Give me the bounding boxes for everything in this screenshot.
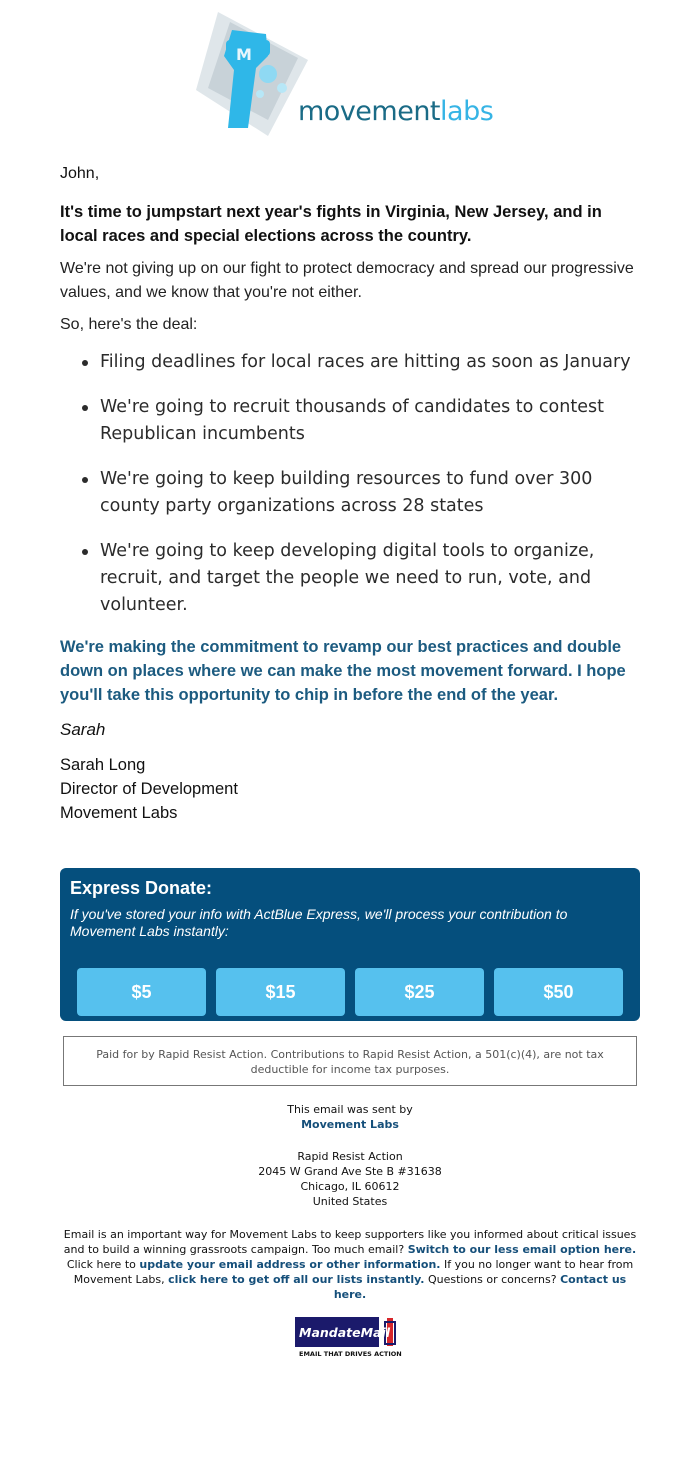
- express-donate-box: [60, 868, 640, 1021]
- list-item: We're going to keep building resources to fund over 300 county party organizations across 28 states: [80, 466, 642, 520]
- signer-name: Sarah Long: [60, 756, 146, 774]
- signature-block: [60, 753, 642, 825]
- paragraph: We're not giving up on our fight to protect democracy and spread our progressive values, and we know that you're not either.: [60, 260, 634, 301]
- svg-text:M: M: [236, 45, 252, 64]
- paragraph: So, here's the deal:: [60, 316, 198, 333]
- postal-address: [60, 1149, 640, 1209]
- bullet-list: [60, 349, 642, 619]
- list-item: We're going to keep developing digital tools to organize, recruit, and target the people we need to run, vote, and volunteer.: [80, 538, 642, 619]
- sent-by-block: [60, 1102, 640, 1132]
- address-line: 2045 W Grand Ave Ste B #31638: [258, 1165, 442, 1178]
- less-email-link[interactable]: Switch to our less email option here.: [407, 1243, 637, 1256]
- address-line: Rapid Resist Action: [297, 1150, 403, 1163]
- lead-paragraph: It's time to jumpstart next year's fights in Virginia, New Jersey, and in local races and special elections across the country.: [60, 203, 602, 245]
- paid-for-disclaimer: Paid for by Rapid Resist Action. Contributions to Rapid Resist Action, a 501(c)(4), are not tax deductible for income tax purposes.: [63, 1036, 637, 1086]
- address-line: United States: [312, 1195, 388, 1208]
- signer-title: Director of Development: [60, 780, 238, 798]
- donate-25-button[interactable]: $25: [355, 968, 484, 1016]
- callout-paragraph: We're making the commitment to revamp our best practices and double down on places where we can make the most movement forward. I hope you'll take this opportunity to chip in before the end of the year.: [60, 638, 626, 704]
- greeting: John,: [60, 165, 100, 182]
- donate-amounts: [77, 968, 623, 1016]
- logo-wordmark: movementlabs: [298, 96, 494, 127]
- unsubscribe-link[interactable]: click here to get off all our lists instantly.: [168, 1273, 425, 1286]
- signer-org: Movement Labs: [60, 804, 178, 822]
- donate-50-button[interactable]: $50: [494, 968, 623, 1016]
- address-line: Chicago, IL 60612: [300, 1180, 400, 1193]
- donate-15-button[interactable]: $15: [216, 968, 345, 1016]
- movement-labs-logo: [196, 12, 506, 138]
- donate-5-button[interactable]: $5: [77, 968, 206, 1016]
- mandatemail-tagline: EMAIL THAT DRIVES ACTION: [299, 1350, 402, 1358]
- list-item: Filing deadlines for local races are hitting as soon as January: [80, 349, 642, 376]
- list-item: We're going to recruit thousands of candidates to contest Republican incumbents: [80, 394, 642, 448]
- sender-link[interactable]: Movement Labs: [301, 1118, 399, 1131]
- email-preferences-text: Email is an important way for Movement Labs to keep supporters like you informed about critical issues and to build a winning grassroots campaign. Too much email? Switch to our less email option here. Click here to update your email address or other information. If you no longer want to hear from Movement Labs, click here to get off all our lists instantly. Questions or concerns? Contact us here.: [63, 1228, 637, 1301]
- donate-title: Express Donate:: [70, 878, 213, 898]
- sent-by-text: This email was sent by: [287, 1103, 413, 1116]
- donate-subtitle: If you've stored your info with ActBlue Express, we'll process your contribution to Movement Labs instantly:: [70, 906, 568, 939]
- mandatemail-logo[interactable]: [295, 1316, 405, 1358]
- email-body: [60, 164, 642, 825]
- mandatemail-brand: MandateMail: [299, 1325, 391, 1340]
- contact-us-link[interactable]: Contact us here.: [333, 1273, 627, 1301]
- update-info-link[interactable]: update your email address or other information.: [139, 1258, 441, 1271]
- signature: Sarah: [60, 720, 106, 739]
